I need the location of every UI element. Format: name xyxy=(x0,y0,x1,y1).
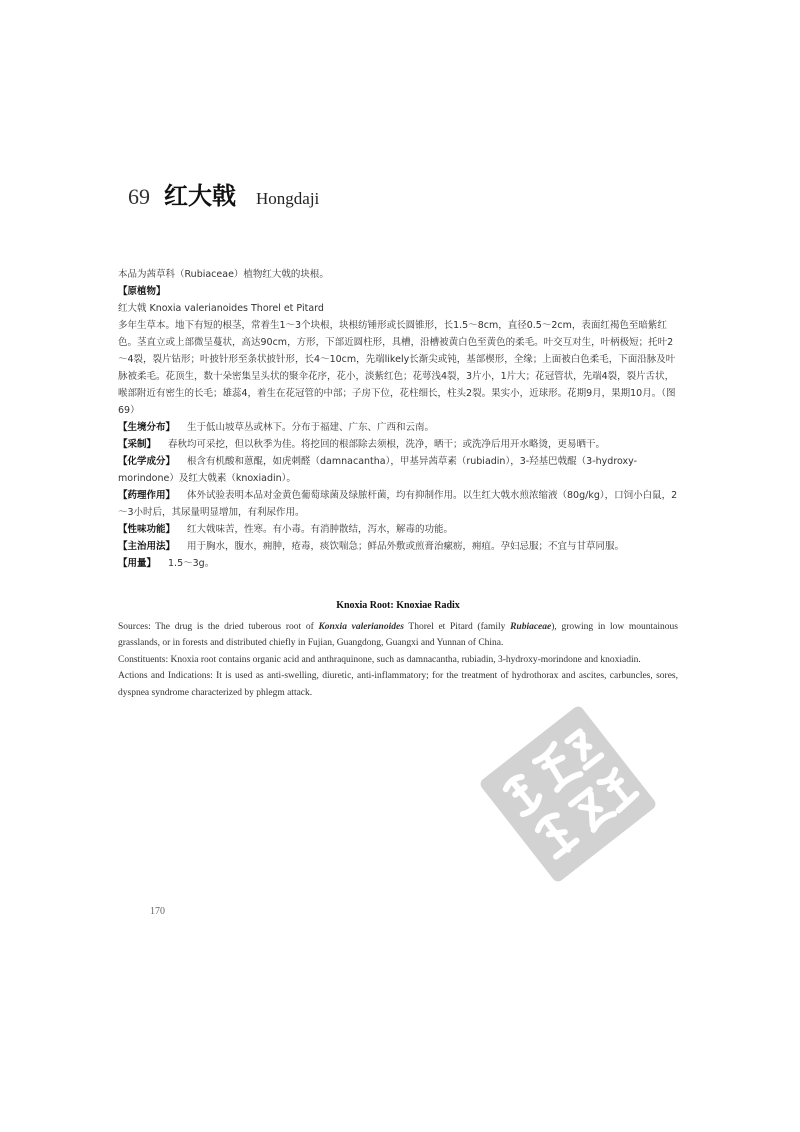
chapter-number: 69 xyxy=(128,184,150,209)
section-pharmacology-text: 体外试验表明本品对金黄色葡萄球菌及绿脓杆菌，均有抑制作用。以生红大戟水煎浓缩液（80g/kg），口饲小白鼠，2～3小时后，其尿量明显增加，有利尿作用。 xyxy=(118,490,678,518)
english-sources xyxy=(118,619,678,652)
english-constituents: Constituents: Knoxia root contains organic acid and anthraquinone, such as damnacantha, rubiadin, 3-hydroxy-morindone and knoxiadin. xyxy=(118,654,641,665)
section-distribution-label: 【生境分布】 xyxy=(118,422,176,433)
origin-description: 多年生草本。地下有短的根茎，常着生1～3个块根，块根纺锤形或长圆锥形，长1.5～8cm，直径0.5～2cm，表面红褐色至暗紫红色。茎直立或上部微呈蔓状，高达90cm，方形，下部近圆柱形，具槽，沿槽被黄白色至黄色的柔毛。叶交互对生，叶柄极短；托叶2～4裂，裂片钻形；叶披针形至条状披针形，长4～10cm，先端likely长渐尖或钝，基部楔形，全缘；上面被白色柔毛，下面沿脉及叶脉被柔毛。花顶生，数十朵密集呈头状的聚伞花序，花小，淡紫红色；花萼浅4裂，3片小，1片大；花冠管状，先端4裂，裂片舌状，喉部附近有密生的长毛；雄蕊4，着生在花冠管的中部；子房下位，花柱细长，柱头2裂。果实小，近球形。花期9月，果期10月。（图69） xyxy=(118,320,676,416)
section-dosage xyxy=(118,555,678,572)
sources-latin-name: Konxia valerianoides xyxy=(318,621,404,632)
section-chemistry-label: 【化学成分】 xyxy=(118,456,176,467)
sources-family: Rubiaceae xyxy=(510,621,552,632)
chinese-body xyxy=(118,266,678,572)
page-number: 170 xyxy=(150,906,165,917)
section-harvest xyxy=(118,436,678,453)
section-chemistry xyxy=(118,453,678,487)
section-distribution-text: 生于低山坡草丛或林下。分布于福建、广东、广西和云南。 xyxy=(187,422,435,433)
section-dosage-text: 1.5～3g。 xyxy=(168,558,215,569)
intro-text: 本品为茜草科（Rubiaceae）植物红大戟的块根。 xyxy=(118,269,329,280)
seal-stamp-watermark xyxy=(474,700,662,888)
section-distribution xyxy=(118,419,678,436)
section-chemistry-text: 根含有机酸和蒽醌，如虎刺醛（damnacantha），甲基异茜草素（rubiadin），3-羟基巴戟醌（3-hydroxy-morindone）及红大戟素（knoxiadin）。 xyxy=(118,456,638,484)
english-title: Knoxia Root: Knoxiae Radix xyxy=(336,600,460,611)
english-actions: Actions and Indications: It is used as anti-swelling, diuretic, anti-inflammatory; for the treatment of hydrothorax and ascites, carbuncles, sores, dyspnea syndrome characterized by phlegm attack. xyxy=(118,671,678,698)
chapter-title-pinyin: Hongdaji xyxy=(256,189,320,208)
section-indications-text: 用于胸水，腹水，痈肿，疮毒，痰饮喘急；鲜品外敷或煎膏治瘰疬，痈疽。孕妇忌服；不宜与甘草同服。 xyxy=(187,541,625,552)
origin-plant-name: 红大戟 Knoxia valerianoides Thorel et Pitard xyxy=(118,303,324,314)
chapter-title xyxy=(128,176,319,211)
section-harvest-label: 【采制】 xyxy=(118,439,157,450)
section-pharmacology-label: 【药理作用】 xyxy=(118,490,176,501)
section-pharmacology xyxy=(118,487,678,521)
sources-post: ), growing in low mountainous grasslands, or in forests and distributed chiefly in Fujian, Guangdong, Guangxi and Yunnan of China. xyxy=(118,621,678,648)
chapter-title-cn: 红大戟 xyxy=(164,182,236,210)
sources-pre: Sources: The drug is the dried tuberous root of xyxy=(118,621,319,632)
english-summary xyxy=(118,598,678,701)
section-indications xyxy=(118,538,678,555)
sources-mid: Thorel et Pitard (family xyxy=(403,621,511,632)
section-taste-label: 【性味功能】 xyxy=(118,524,176,535)
section-harvest-text: 春秋均可采挖，但以秋季为佳。将挖回的根部除去须根，洗净，晒干；或洗净后用开水略烫，更易晒干。 xyxy=(168,439,606,450)
section-taste-text: 红大戟味苦，性寒。有小毒。有消肿散结，泻水，解毒的功能。 xyxy=(187,524,454,535)
section-taste xyxy=(118,521,678,538)
section-indications-label: 【主治用法】 xyxy=(118,541,176,552)
section-origin-label: 【原植物】 xyxy=(118,286,166,297)
section-dosage-label: 【用量】 xyxy=(118,558,157,569)
